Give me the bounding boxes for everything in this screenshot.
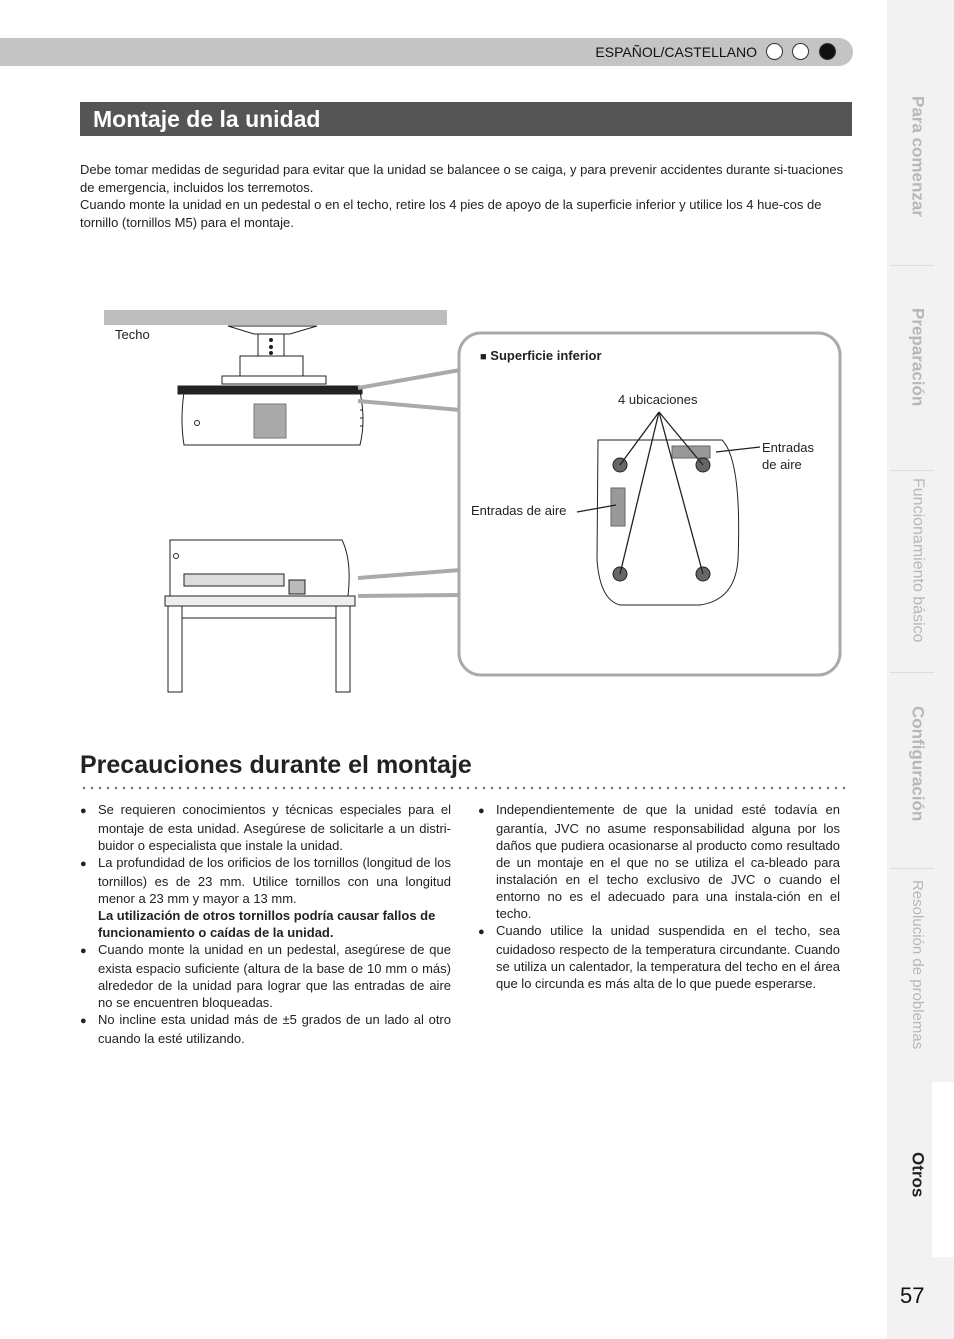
language-indicator-circle	[766, 43, 783, 60]
precautions-right-column	[478, 801, 840, 992]
locations-label: 4 ubicaciones	[618, 392, 698, 407]
dotted-divider	[80, 786, 850, 790]
language-indicator-circle	[792, 43, 809, 60]
precaution-item: ● Cuando monte la unidad en un pedestal, asegúrese de que exista espacio suficiente (altura de la base de 10 mm o más) alrededor de la unidad para lograr que las entradas de aire no se encuentren bloqueadas.	[80, 941, 451, 1011]
intro-paragraph: Debe tomar medidas de seguridad para evitar que la unidad se balancee o se caiga, y para prevenir accidentes durante si-tuaciones de emergencia, incluidos los terremotos.	[80, 162, 844, 195]
tab-funcionamiento-basico[interactable]: Funcionamiento básico	[909, 478, 927, 643]
tab-otros[interactable]: Otros	[908, 1152, 928, 1198]
language-label: ESPAÑOL/CASTELLANO	[595, 44, 757, 60]
ceiling-label: Techo	[115, 327, 150, 342]
tab-resolucion-de-problemas[interactable]: Resolución de problemas	[909, 880, 926, 1050]
air-intake-right-label-1: Entradas	[762, 440, 815, 455]
precaution-item: ● La profundidad de los orificios de los tornillos (longitud de los tornillos) es de 23 mm. Utilice tornillos con una longitud menor a 23 mm y mayor a 13 mm.	[80, 854, 451, 907]
panel-title: ■ Superficie inferior	[480, 348, 602, 363]
tab-preparacion[interactable]: Preparación	[908, 308, 928, 407]
mounting-figure	[0, 300, 860, 700]
projector-bottom-view	[597, 440, 739, 605]
ceiling-bar	[104, 310, 447, 325]
precaution-item: ● No incline esta unidad más de ±5 grados de un lado al otro cuando la esté utilizando.	[80, 1011, 451, 1047]
tab-para-comenzar[interactable]: Para comenzar	[908, 96, 928, 217]
air-intake-left-label: Entradas de aire	[471, 503, 567, 518]
projector-table	[165, 540, 355, 692]
section-title-bar	[80, 102, 852, 136]
precautions-left-column	[80, 801, 451, 1047]
panel-title-text: Superficie inferior	[490, 348, 602, 363]
ceiling-mount	[222, 326, 326, 384]
projector-ceiling	[178, 386, 363, 445]
page-number: 57	[900, 1283, 925, 1308]
language-indicator-circle-active	[819, 43, 836, 60]
precautions-title: Precauciones durante el montaje	[80, 751, 472, 779]
section-title: Montaje de la unidad	[93, 106, 321, 132]
zoom-connectors	[358, 370, 460, 596]
precaution-item: ● Independientemente de que la unidad esté todavía en garantía, JVC no asume responsabilidad alguna por los daños que pudiera ocasionarse al producto como resultado de un montaje en el que no se utiliza el ca-bleado para instalación en el techo exclusivo de JVC o cuando el entorno no es el adecuado para una instala-ción en el techo.	[478, 801, 840, 922]
language-bar	[0, 38, 853, 66]
air-intake-right-label-2: de aire	[762, 457, 802, 472]
precaution-item: ● Se requieren conocimientos y técnicas especiales para el montaje de esta unidad. Asegúrese de solicitarle a un distri-buidor o especialista que instale la unidad.	[80, 801, 451, 854]
tab-configuracion[interactable]: Configuración	[908, 706, 928, 822]
precaution-item: ● Cuando utilice la unidad suspendida en el techo, sea cuidadoso respecto de la temperatura circundante. Cuando se utiliza un calentador, la temperatura del techo en el área que lo circunda es más alta de lo que puede esperarse.	[478, 922, 840, 992]
precaution-warning: La utilización de otros tornillos podría causar fallos de funcionamiento o caídas de la unidad.	[98, 908, 436, 940]
intro-paragraph: Cuando monte la unidad en un pedestal o en el techo, retire los 4 pies de apoyo de la superficie inferior y utilice los 4 hue-cos de tornillo (tornillos M5) para el montaje.	[80, 197, 822, 230]
